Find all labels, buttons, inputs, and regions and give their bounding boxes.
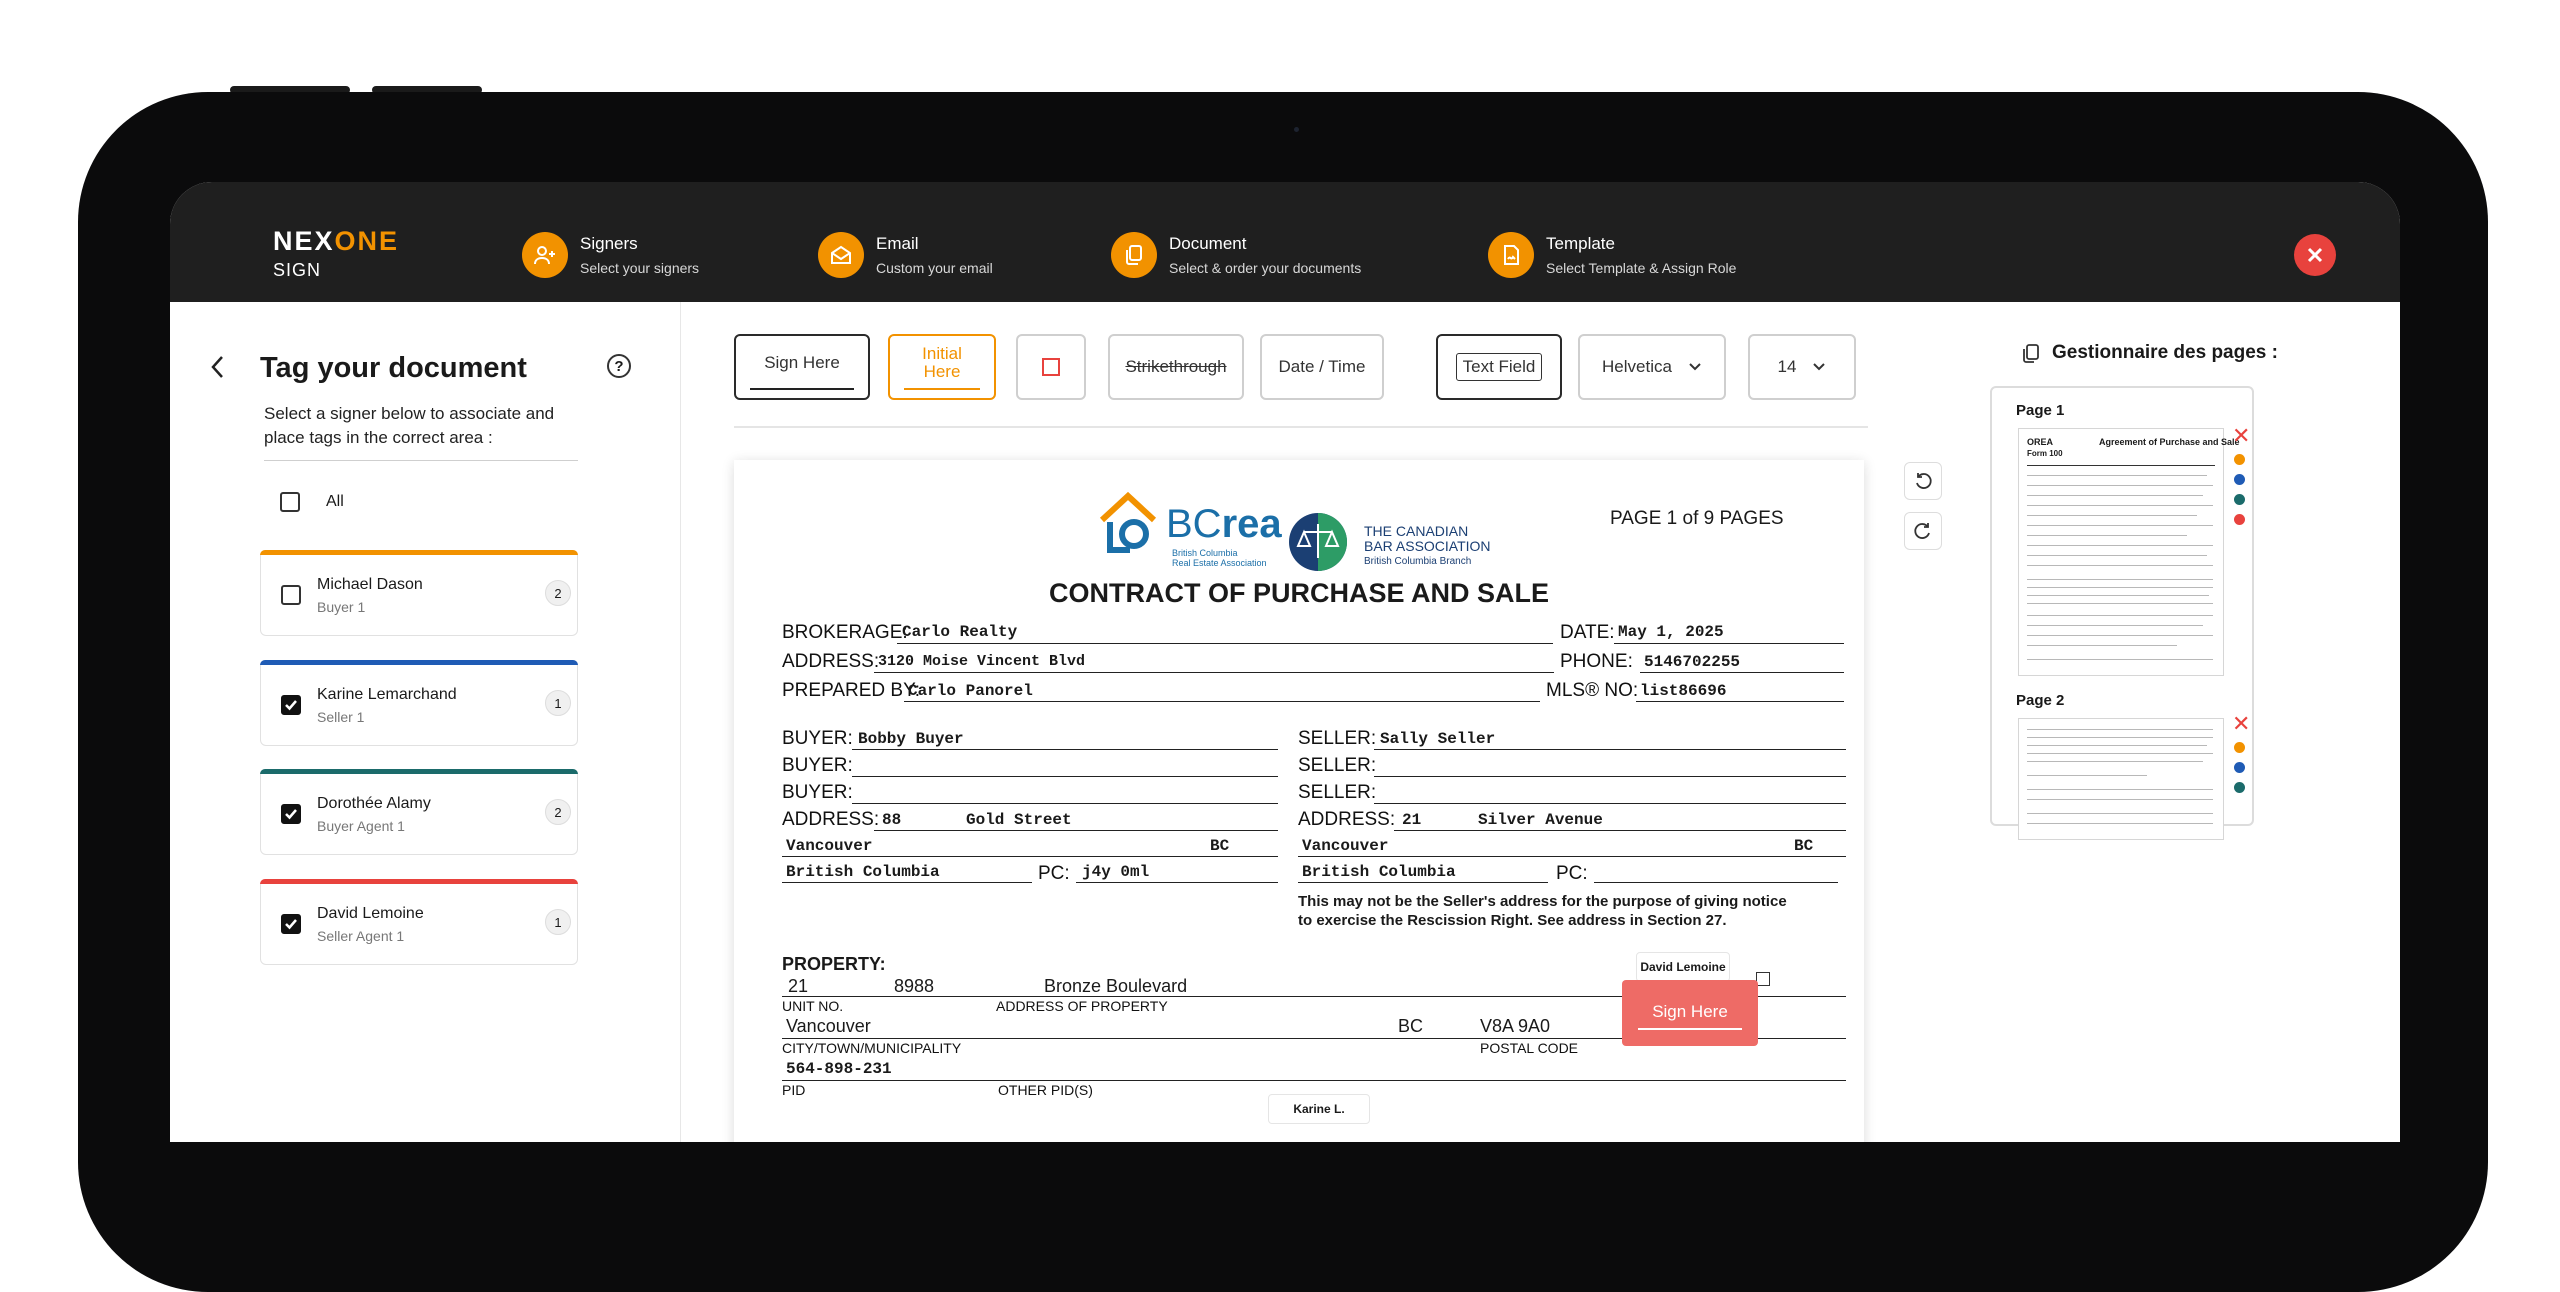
initial-here-tool[interactable] <box>888 334 996 400</box>
strikethrough-tool[interactable] <box>1108 334 1244 400</box>
page-manager-title-text: Gestionnaire des pages : <box>2052 342 2278 363</box>
city-caption: CITY/TOWN/MUNICIPALITY <box>782 1040 962 1056</box>
font-size-value: 14 <box>1777 357 1797 376</box>
tool-label: Date / Time <box>1278 357 1366 376</box>
template-icon <box>1488 232 1534 278</box>
thumb-form: Form 100 <box>2027 449 2063 458</box>
brokerage-label: BROKERAGE: <box>782 622 908 643</box>
divider <box>264 460 578 461</box>
font-select[interactable] <box>1578 334 1726 400</box>
sign-here-tool[interactable] <box>734 334 870 400</box>
seller-address-street[interactable]: Silver Avenue <box>1478 811 1603 829</box>
address-label: ADDRESS: <box>782 651 880 672</box>
placed-tag-underline <box>1638 1028 1742 1030</box>
buyer-pc-value[interactable]: j4y 0ml <box>1082 863 1150 881</box>
date-value[interactable]: May 1, 2025 <box>1618 623 1724 641</box>
seller-city[interactable]: Vancouver <box>1302 837 1389 855</box>
rotate-left-icon <box>1913 471 1933 491</box>
signer-checkbox[interactable] <box>281 585 301 605</box>
signer-color-bar <box>260 879 578 884</box>
signer-card-michael[interactable] <box>260 550 578 636</box>
unit-number[interactable]: 21 <box>788 976 809 996</box>
step-subtitle: Select Template & Assign Role <box>1546 260 1737 276</box>
close-icon <box>2306 246 2324 264</box>
seller-province[interactable]: BC <box>1794 837 1814 855</box>
tag-count-badge: 2 <box>545 799 571 825</box>
seller-region[interactable]: British Columbia <box>1302 863 1456 881</box>
pid-caption: PID <box>782 1082 806 1098</box>
bcrea-house-icon <box>1096 490 1160 560</box>
rotate-right-button[interactable] <box>1904 512 1942 550</box>
bcrea-logo-text <box>1166 502 1282 547</box>
page-thumbnail-2[interactable] <box>2018 718 2224 840</box>
thumb-logo: OREA <box>2027 437 2054 447</box>
date-label: DATE: <box>1560 622 1615 643</box>
document-page <box>734 460 1864 1142</box>
thumb-title: Agreement of Purchase and Sale <box>2099 437 2240 447</box>
camera <box>1294 127 1299 132</box>
step-title: Document <box>1169 234 1247 253</box>
contract-title: CONTRACT OF PURCHASE AND SALE <box>1048 578 1549 608</box>
buyer-label: BUYER: <box>782 728 853 749</box>
buyer-label: BUYER: <box>782 755 853 776</box>
address-value[interactable]: 3120 Moise Vincent Blvd <box>878 653 1086 670</box>
tool-label: Text Field <box>1456 353 1543 381</box>
buyer-province[interactable]: BC <box>1210 837 1230 855</box>
panel-description: Select a signer below to associate and place tags in the correct area : <box>264 404 555 447</box>
step-template[interactable] <box>1488 232 1736 278</box>
signer-name: Karine Lemarchand <box>317 686 457 703</box>
brand-sub: SIGN <box>273 260 322 280</box>
bcrea-tagline-1: British Columbia <box>1172 548 1238 558</box>
street-name[interactable]: Bronze Boulevard <box>1044 976 1188 996</box>
select-all-checkbox[interactable] <box>280 492 300 512</box>
tool-label: Sign Here <box>764 353 840 372</box>
document-icon <box>1111 232 1157 278</box>
notice-line: to exercise the Rescission Right. See address in Section 27. <box>1298 912 1727 929</box>
text-field-tool[interactable] <box>1436 334 1562 400</box>
step-subtitle: Select your signers <box>580 260 700 276</box>
tool-underline <box>904 388 980 390</box>
close-button[interactable] <box>2294 234 2336 276</box>
buyer-address-label: ADDRESS: <box>782 809 880 830</box>
tag-count-badge: 1 <box>545 690 571 716</box>
buyer-region[interactable]: British Columbia <box>786 863 940 881</box>
buyer-city[interactable]: Vancouver <box>786 837 873 855</box>
rescission-notice <box>1298 892 1787 930</box>
help-icon[interactable]: ? <box>607 354 631 378</box>
tag-count-badge: 1 <box>545 909 571 935</box>
panel-title: Tag your document <box>260 352 527 384</box>
checkbox-tool[interactable] <box>1016 334 1086 400</box>
property-province[interactable]: BC <box>1398 1016 1424 1036</box>
tag-select-checkbox[interactable] <box>1756 972 1770 986</box>
signer-dot <box>2234 782 2245 793</box>
bcrea-tagline-2: Real Estate Association <box>1172 558 1267 568</box>
cba-line: BAR ASSOCIATION <box>1364 538 1491 554</box>
unit-caption: UNIT NO. <box>782 998 844 1014</box>
check-icon <box>284 807 298 821</box>
page-manager-title <box>2020 342 2278 364</box>
signer-role: Seller Agent 1 <box>317 928 405 944</box>
step-title: Email <box>876 234 919 253</box>
phone-label: PHONE: <box>1560 651 1633 672</box>
chevron-left-icon <box>208 354 228 380</box>
signer-name: Michael Dason <box>317 576 423 593</box>
property-city[interactable]: Vancouver <box>786 1016 871 1036</box>
seller-pc-label: PC: <box>1556 863 1588 884</box>
signer-name: David Lemoine <box>317 905 424 922</box>
prepared-label: PREPARED BY: <box>782 680 920 701</box>
signer-checkbox[interactable] <box>281 804 301 824</box>
add-person-icon <box>522 232 568 278</box>
app-screen <box>170 182 2400 1142</box>
cba-scales-icon <box>1288 512 1348 572</box>
cba-line: British Columbia Branch <box>1364 556 1472 567</box>
rotate-left-button[interactable] <box>1904 462 1942 500</box>
brand-logo <box>273 226 399 257</box>
seller-address-label: ADDRESS: <box>1298 809 1396 830</box>
signer-checkbox[interactable] <box>281 695 301 715</box>
seller-label: SELLER: <box>1298 782 1377 803</box>
buyer-pc-label: PC: <box>1038 863 1070 884</box>
brand-text-accent: NE <box>357 226 400 256</box>
signer-card-dorothee[interactable] <box>260 769 578 855</box>
tag-owner-label: Karine L. <box>1268 1094 1370 1124</box>
signer-role: Seller 1 <box>317 709 365 725</box>
check-icon <box>284 917 298 931</box>
buyer-address-number[interactable]: 88 <box>882 811 902 829</box>
signer-card-david[interactable] <box>260 879 578 965</box>
prepared-value[interactable]: Carlo Panorel <box>908 682 1033 700</box>
step-subtitle: Select & order your documents <box>1169 260 1362 276</box>
phone-value[interactable]: 5146702255 <box>1644 653 1741 671</box>
envelope-icon <box>818 232 864 278</box>
signer-color-bar <box>260 660 578 665</box>
back-button[interactable] <box>208 354 228 385</box>
signer-card-karine[interactable] <box>260 660 578 746</box>
font-size-select[interactable] <box>1748 334 1856 400</box>
step-subtitle: Custom your email <box>876 260 993 276</box>
signer-dot <box>2234 514 2245 525</box>
street-number[interactable]: 8988 <box>894 976 935 996</box>
remove-page-2-button[interactable]: ✕ <box>2232 711 2251 736</box>
seller-label: SELLER: <box>1298 728 1377 749</box>
page-label: Page 1 <box>2016 402 2065 419</box>
mls-value[interactable]: list86696 <box>1640 682 1727 700</box>
step-signers[interactable] <box>522 232 699 278</box>
bcrea-tagline <box>1172 548 1267 568</box>
signer-dot <box>2234 454 2245 465</box>
rotate-right-icon <box>1913 521 1933 541</box>
chevron-down-icon <box>1688 362 1702 372</box>
signer-checkbox[interactable] <box>281 914 301 934</box>
signer-name: Dorothée Alamy <box>317 795 431 812</box>
page-manager-list <box>1990 386 2254 826</box>
signer-color-bar <box>260 769 578 774</box>
step-document[interactable] <box>1111 232 1361 278</box>
placed-sign-here-tag[interactable] <box>1622 980 1758 1046</box>
step-title: Signers <box>580 234 638 253</box>
buyer-1-value[interactable]: Bobby Buyer <box>858 730 964 748</box>
property-address-caption: ADDRESS OF PROPERTY <box>996 998 1168 1014</box>
signer-dot <box>2234 474 2245 485</box>
pid-value[interactable]: 564-898-231 <box>786 1060 892 1078</box>
seller-label: SELLER: <box>1298 755 1377 776</box>
chevron-down-icon <box>1812 362 1826 372</box>
signer-color-bar <box>260 550 578 555</box>
notice-line: This may not be the Seller's address for the purpose of giving notice <box>1298 893 1787 910</box>
postal-caption: POSTAL CODE <box>1480 1040 1579 1056</box>
select-all-label: All <box>326 493 344 510</box>
top-bar <box>170 182 2400 302</box>
tool-underline <box>750 388 854 390</box>
step-title: Template <box>1546 234 1615 253</box>
signer-dot <box>2234 494 2245 505</box>
check-icon <box>284 698 298 712</box>
toolbar-divider <box>734 426 1868 428</box>
signer-dot <box>2234 742 2245 753</box>
other-pid-caption: OTHER PID(S) <box>998 1082 1093 1098</box>
property-postal[interactable]: V8A 9A0 <box>1480 1016 1551 1036</box>
cba-logo-text <box>1364 524 1491 569</box>
tag-panel <box>170 302 681 1142</box>
tool-label: Initial Here <box>922 344 962 381</box>
signer-role: Buyer Agent 1 <box>317 818 405 834</box>
date-time-tool[interactable] <box>1260 334 1384 400</box>
buyer-label: BUYER: <box>782 782 853 803</box>
signer-dot <box>2234 762 2245 773</box>
checkbox-icon <box>1042 358 1060 376</box>
tool-label: Strikethrough <box>1125 357 1227 376</box>
brokerage-value[interactable]: Carlo Realty <box>902 623 1018 641</box>
bcrea-bc: BC <box>1166 502 1222 546</box>
bcrea-rea: rea <box>1221 502 1282 546</box>
brand-text: NEX <box>273 226 335 256</box>
cba-line: THE CANADIAN <box>1364 523 1469 539</box>
page-thumbnail-1[interactable] <box>2018 428 2240 676</box>
tag-owner-label: David Lemoine <box>1636 952 1730 982</box>
buyer-address-street[interactable]: Gold Street <box>966 811 1072 829</box>
page-info: PAGE 1 of 9 PAGES <box>1610 508 1784 529</box>
seller-1-value[interactable]: Sally Seller <box>1380 730 1496 748</box>
copy-pages-icon <box>2020 342 2042 364</box>
mls-label: MLS® NO: <box>1546 680 1639 701</box>
seller-address-number[interactable]: 21 <box>1402 811 1422 829</box>
page-label: Page 2 <box>2016 692 2065 709</box>
tag-count-badge: 2 <box>545 580 571 606</box>
step-email[interactable] <box>818 232 993 278</box>
property-label: PROPERTY: <box>782 954 886 974</box>
signer-role: Buyer 1 <box>317 599 366 615</box>
remove-page-1-button[interactable]: ✕ <box>2232 423 2251 448</box>
brand-text-accent: O <box>334 226 358 256</box>
placed-tag-label: Sign Here <box>1652 1002 1728 1021</box>
select-all-row[interactable] <box>280 492 344 512</box>
font-value: Helvetica <box>1602 357 1672 376</box>
